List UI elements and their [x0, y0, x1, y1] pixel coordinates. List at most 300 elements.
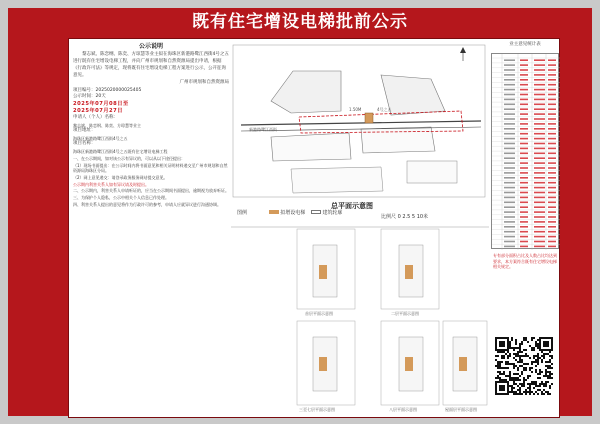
table-cell-mark: [548, 84, 556, 86]
qr-module: [539, 377, 541, 379]
qr-module: [535, 341, 537, 343]
qr-module: [531, 347, 533, 349]
qr-module: [535, 371, 537, 373]
qr-module: [545, 353, 547, 355]
table-cell-mark: [548, 59, 556, 61]
qr-module: [511, 363, 513, 365]
qr-module: [513, 357, 515, 359]
table-cell-mark: [520, 216, 528, 218]
qr-module: [509, 355, 511, 357]
qr-module: [549, 375, 551, 377]
building-label: 4号之五: [377, 107, 392, 112]
qr-module: [533, 337, 535, 339]
qr-module: [509, 341, 511, 343]
qr-module: [543, 393, 545, 395]
qr-module: [537, 355, 539, 357]
qr-module: [529, 367, 531, 369]
qr-module: [503, 357, 505, 359]
qr-module: [497, 363, 499, 365]
qr-module: [525, 379, 527, 381]
qr-module: [509, 373, 511, 375]
qr-module: [519, 351, 521, 353]
table-cell-mark: [520, 89, 528, 91]
table-cell-mark: [504, 128, 515, 130]
table-cell-mark: [534, 59, 545, 61]
table-cell-mark: [548, 236, 556, 238]
sidebar-note: 专有部分面积占比及人数占比均达到要求，本方案符合既有住宅增设电梯相关规定。: [493, 253, 557, 270]
table-cell-mark: [504, 172, 515, 174]
qr-code-pattern: [495, 337, 553, 395]
table-cell-mark: [504, 94, 515, 96]
qr-module: [529, 357, 531, 359]
qr-module: [527, 377, 529, 379]
table-cell-mark: [534, 94, 545, 96]
qr-module: [539, 385, 541, 387]
table-cell-mark: [534, 128, 545, 130]
qr-module: [527, 355, 529, 357]
qr-module: [495, 377, 497, 379]
qr-module: [541, 393, 543, 395]
qr-module: [517, 393, 519, 395]
qr-module: [519, 343, 521, 345]
qr-module: [505, 375, 507, 377]
table-cell-mark: [504, 74, 515, 76]
qr-module: [529, 393, 531, 395]
qr-module: [549, 385, 551, 387]
qr-module: [545, 365, 547, 367]
qr-module: [549, 359, 551, 361]
table-cell-mark: [534, 236, 545, 238]
qr-module: [523, 339, 525, 341]
table-cell-mark: [534, 226, 545, 228]
qr-module: [511, 339, 513, 341]
qr-module: [523, 385, 525, 387]
table-cell-mark: [548, 197, 556, 199]
qr-module: [501, 355, 503, 357]
table-cell-mark: [548, 206, 556, 208]
qr-module: [499, 367, 501, 369]
qr-module: [537, 377, 539, 379]
table-cell-mark: [504, 182, 515, 184]
qr-module: [515, 343, 517, 345]
table-cell-mark: [548, 177, 556, 179]
period-date-from: 2025年07月08日至: [73, 100, 129, 107]
table-cell-mark: [548, 202, 556, 204]
qr-module: [537, 347, 539, 349]
qr-module: [539, 371, 541, 373]
table-cell-mark: [548, 113, 556, 115]
table-cell-mark: [504, 108, 515, 110]
qr-module: [549, 355, 551, 357]
qr-module: [537, 339, 539, 341]
qr-module: [515, 391, 517, 393]
qr-module: [537, 359, 539, 361]
table-cell-mark: [520, 192, 528, 194]
qr-module: [495, 359, 497, 361]
qr-module: [535, 359, 537, 361]
table-cell-mark: [548, 162, 556, 164]
qr-module: [535, 381, 537, 383]
table-cell-mark: [504, 211, 515, 213]
qr-module: [537, 357, 539, 359]
qr-module: [519, 391, 521, 393]
qr-module: [529, 383, 531, 385]
qr-module: [523, 349, 525, 351]
qr-module: [549, 393, 551, 395]
table-cell-mark: [520, 206, 528, 208]
qr-module: [517, 379, 519, 381]
qr-module: [513, 381, 515, 383]
table-cell-mark: [504, 84, 515, 86]
qr-module: [511, 387, 513, 389]
table-cell-mark: [548, 79, 556, 81]
table-cell-mark: [548, 182, 556, 184]
qr-module: [525, 349, 527, 351]
qr-module: [521, 365, 523, 367]
qr-module: [551, 383, 553, 385]
qr-module: [497, 361, 499, 363]
qr-module: [551, 367, 553, 369]
qr-module: [533, 393, 535, 395]
qr-module: [537, 345, 539, 347]
qr-finder: [499, 385, 505, 391]
qr-module: [523, 369, 525, 371]
qr-module: [531, 383, 533, 385]
qr-module: [521, 385, 523, 387]
table-cell-mark: [504, 167, 515, 169]
table-cell-mark: [504, 187, 515, 189]
qr-module: [513, 383, 515, 385]
qr-module: [537, 353, 539, 355]
table-cell-mark: [548, 241, 556, 243]
period-days: 20天: [95, 94, 106, 100]
table-cell-mark: [534, 123, 545, 125]
qr-module: [525, 391, 527, 393]
qr-module: [537, 361, 539, 363]
table-cell-mark: [504, 162, 515, 164]
site-dim-label: 1.50M: [349, 107, 362, 112]
qr-module: [547, 365, 549, 367]
qr-module: [513, 367, 515, 369]
table-cell-mark: [504, 123, 515, 125]
table-cell-mark: [504, 79, 515, 81]
qr-module: [547, 371, 549, 373]
qr-module: [499, 363, 501, 365]
qr-module: [517, 355, 519, 357]
qr-module: [527, 363, 529, 365]
qr-module: [507, 351, 509, 353]
qr-module: [529, 375, 531, 377]
qr-module: [535, 383, 537, 385]
qr-module: [543, 383, 545, 385]
qr-module: [541, 351, 543, 353]
table-cell-mark: [548, 157, 556, 159]
table-cell-mark: [504, 192, 515, 194]
qr-module: [549, 361, 551, 363]
qr-module: [521, 359, 523, 361]
table-cell-mark: [534, 138, 545, 140]
qr-module: [517, 369, 519, 371]
qr-module: [513, 353, 515, 355]
table-cell-mark: [504, 113, 515, 115]
qr-module: [537, 373, 539, 375]
qr-module: [519, 375, 521, 377]
qr-module: [523, 363, 525, 365]
qr-module: [541, 361, 543, 363]
qr-module: [531, 337, 533, 339]
qr-module: [497, 371, 499, 373]
table-cell-mark: [534, 143, 545, 145]
qr-module: [525, 339, 527, 341]
qr-module: [545, 383, 547, 385]
qr-module: [543, 353, 545, 355]
table-cell-mark: [520, 172, 528, 174]
table-cell-mark: [548, 231, 556, 233]
table-cell-mark: [520, 197, 528, 199]
qr-module: [531, 371, 533, 373]
table-cell-mark: [548, 99, 556, 101]
qr-module: [515, 355, 517, 357]
table-cell-mark: [534, 89, 545, 91]
qr-module: [509, 345, 511, 347]
qr-module: [547, 361, 549, 363]
qr-module: [509, 347, 511, 349]
qr-module: [531, 361, 533, 363]
legend-item-building: 建筑轮廓: [322, 210, 343, 216]
qr-module: [499, 371, 501, 373]
notice-text-column: [73, 41, 229, 415]
qr-module: [521, 343, 523, 345]
table-cell-mark: [504, 202, 515, 204]
qr-module: [525, 393, 527, 395]
table-cell-mark: [504, 241, 515, 243]
table-cell-mark: [534, 99, 545, 101]
qr-module: [503, 371, 505, 373]
notice-issuer: 广州市规划和自然资源局: [179, 80, 229, 85]
table-cell-mark: [548, 108, 556, 110]
table-cell-mark: [520, 138, 528, 140]
qr-module: [539, 369, 541, 371]
qr-module: [513, 349, 515, 351]
qr-module: [521, 371, 523, 373]
project-address: 海珠区新港路鹭江西街4号之五: [73, 135, 128, 141]
qr-module: [537, 343, 539, 345]
qr-module: [513, 347, 515, 349]
qr-module: [539, 357, 541, 359]
table-cell-mark: [504, 231, 515, 233]
qr-module: [543, 375, 545, 377]
table-cell-mark: [504, 197, 515, 199]
floor-plan-1: [297, 229, 355, 309]
table-cell-mark: [504, 206, 515, 208]
qr-module: [529, 385, 531, 387]
table-cell-mark: [548, 123, 556, 125]
qr-module: [527, 383, 529, 385]
qr-code: [495, 337, 553, 395]
qr-module: [527, 341, 529, 343]
qr-module: [513, 365, 515, 367]
body-paragraph: 四、利害关系人提出的意见将作为行政许可的参考，申请人应就异议进行沟通协调。: [73, 202, 221, 207]
qr-module: [503, 379, 505, 381]
table-cell-mark: [548, 187, 556, 189]
table-cell-mark: [548, 192, 556, 194]
table-cell-mark: [520, 167, 528, 169]
table-cell-mark: [548, 167, 556, 169]
qr-module: [497, 365, 499, 367]
qr-module: [527, 387, 529, 389]
qr-module: [549, 373, 551, 375]
table-cell-mark: [520, 74, 528, 76]
qr-module: [519, 355, 521, 357]
qr-module: [517, 361, 519, 363]
owner-table-grid: [492, 54, 560, 250]
qr-module: [547, 381, 549, 383]
qr-module: [537, 363, 539, 365]
body-paragraph: 二、公示期内，利害关系人申请听证的，应当在公示期间书面提出，逾期视为放弃听证。: [73, 188, 229, 194]
table-cell-mark: [520, 153, 528, 155]
qr-module: [549, 365, 551, 367]
table-cell-mark: [534, 118, 545, 120]
table-cell-mark: [534, 167, 545, 169]
table-cell-mark: [548, 246, 556, 248]
qr-module: [525, 363, 527, 365]
qr-module: [523, 383, 525, 385]
table-cell-mark: [534, 211, 545, 213]
table-cell-mark: [534, 113, 545, 115]
qr-module: [515, 353, 517, 355]
qr-module: [523, 391, 525, 393]
qr-module: [531, 349, 533, 351]
qr-module: [529, 345, 531, 347]
table-cell-mark: [548, 148, 556, 150]
qr-module: [541, 391, 543, 393]
qr-module: [533, 349, 535, 351]
qr-module: [513, 363, 515, 365]
qr-module: [531, 339, 533, 341]
table-cell-mark: [548, 221, 556, 223]
qr-module: [541, 371, 543, 373]
body-paragraph: （1）现场书面提出：在公示时间内将书面意见和相关证明材料递交至广州市规划和自然资源局海珠区分局。: [73, 162, 228, 174]
qr-module: [547, 377, 549, 379]
qr-module: [551, 377, 553, 379]
qr-module: [521, 361, 523, 363]
qr-module: [521, 373, 523, 375]
qr-module: [519, 393, 521, 395]
page-title: 既有住宅增设电梯批前公示: [192, 12, 408, 32]
owner-table: [491, 53, 559, 249]
table-cell-mark: [548, 143, 556, 145]
qr-module: [513, 393, 515, 395]
table-cell-mark: [520, 236, 528, 238]
period-row: 公示时间：20天: [73, 94, 106, 100]
table-cell-mark: [534, 182, 545, 184]
qr-module: [495, 355, 497, 357]
qr-module: [495, 365, 497, 367]
street-label: 新港路鹭江西街: [249, 127, 277, 132]
qr-module: [513, 387, 515, 389]
table-cell-mark: [520, 246, 528, 248]
qr-module: [501, 361, 503, 363]
qr-module: [511, 391, 513, 393]
table-cell-mark: [504, 89, 515, 91]
qr-module: [535, 355, 537, 357]
qr-module: [507, 363, 509, 365]
qr-module: [517, 385, 519, 387]
qr-module: [515, 341, 517, 343]
qr-module: [547, 375, 549, 377]
table-cell-mark: [534, 108, 545, 110]
qr-module: [505, 353, 507, 355]
table-cell-mark: [548, 138, 556, 140]
table-cell-mark: [548, 94, 556, 96]
qr-module: [517, 353, 519, 355]
table-cell-mark: [534, 69, 545, 71]
qr-module: [497, 377, 499, 379]
qr-module: [521, 341, 523, 343]
table-cell-mark: [548, 133, 556, 135]
qr-module: [499, 365, 501, 367]
table-cell-mark: [504, 138, 515, 140]
qr-module: [521, 351, 523, 353]
qr-module: [519, 345, 521, 347]
qr-module: [541, 355, 543, 357]
table-cell-mark: [548, 172, 556, 174]
table-cell-mark: [504, 69, 515, 71]
table-cell-mark: [548, 226, 556, 228]
qr-module: [545, 375, 547, 377]
project-number: 2025020000025405: [95, 88, 142, 93]
sidebar: [491, 41, 559, 415]
floor-plan-label: 首层平面示意图: [305, 311, 333, 316]
notice-intro: 黎志斌、陈恋纲、陈奕、方琼慧等业主拟在海珠区新港路鹭江西街4号之五进行既有住宅增设电梯工程，并向广州市规划和自然资源局提出申请，根据《行政许可法》等规定，现将既有住宅增设电梯工程方案进行公示，公开征询意见。: [73, 52, 229, 78]
qr-module: [509, 375, 511, 377]
floor-plan-label: 八层平面示意图: [389, 407, 417, 412]
qr-module: [543, 385, 545, 387]
table-cell-mark: [504, 133, 515, 135]
qr-module: [523, 379, 525, 381]
qr-module: [519, 361, 521, 363]
table-cell-mark: [520, 157, 528, 159]
qr-module: [501, 351, 503, 353]
floor-plan-label: 二层平面示意图: [391, 311, 419, 316]
qr-module: [541, 359, 543, 361]
qr-module: [509, 379, 511, 381]
qr-module: [547, 367, 549, 369]
qr-module: [513, 379, 515, 381]
qr-module: [537, 393, 539, 395]
table-cell-mark: [504, 221, 515, 223]
floor-plans-drawing: [231, 41, 489, 415]
qr-module: [541, 383, 543, 385]
table-cell-mark: [534, 231, 545, 233]
table-cell-mark: [504, 157, 515, 159]
qr-module: [539, 389, 541, 391]
qr-module: [519, 349, 521, 351]
qr-module: [541, 381, 543, 383]
table-cell-mark: [534, 177, 545, 179]
table-cell-mark: [520, 202, 528, 204]
qr-module: [511, 379, 513, 381]
qr-module: [509, 343, 511, 345]
qr-module: [515, 365, 517, 367]
table-cell-mark: [548, 128, 556, 130]
qr-module: [519, 359, 521, 361]
period-date-to: 2025年07月27日: [73, 107, 123, 114]
table-cell-mark: [520, 84, 528, 86]
qr-module: [533, 347, 535, 349]
qr-module: [539, 373, 541, 375]
qr-module: [519, 387, 521, 389]
